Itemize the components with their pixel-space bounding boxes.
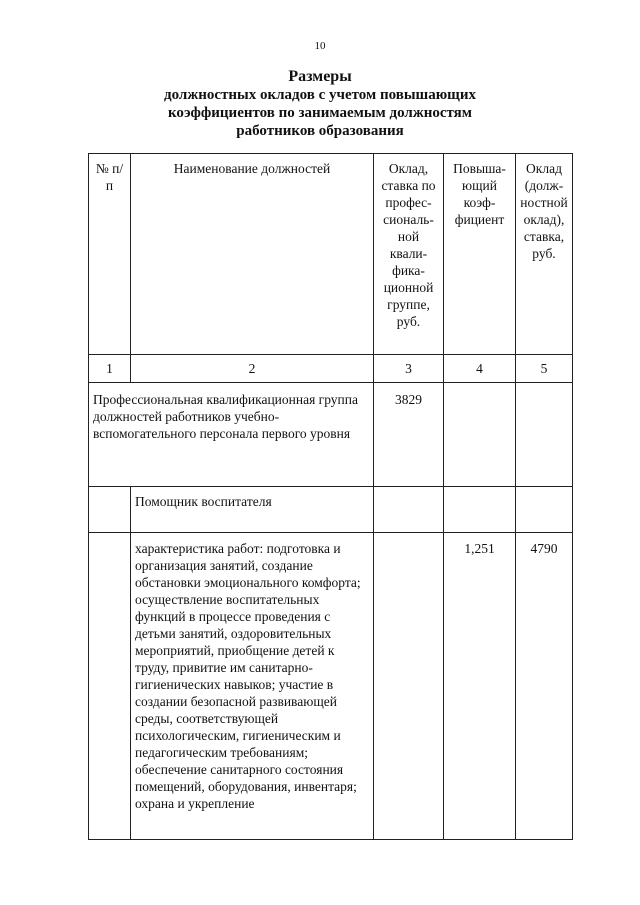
- position-salary-empty: [516, 487, 573, 533]
- position-rate-empty: [374, 487, 444, 533]
- column-number-4: 4: [444, 355, 516, 383]
- header-position-name: Наименование должностей: [131, 154, 374, 355]
- position-number-empty: [89, 487, 131, 533]
- header-number: № п/п: [89, 154, 131, 355]
- header-salary: Оклад (долж-ностной оклад), ставка, руб.: [516, 154, 573, 355]
- table-header-row: [89, 154, 573, 355]
- column-number-5: 5: [516, 355, 573, 383]
- document-title: [140, 68, 500, 140]
- group-salary-empty: [516, 383, 573, 487]
- table-row-group: [89, 383, 573, 487]
- description-salary: 4790: [516, 533, 573, 840]
- group-rate: 3829: [374, 383, 444, 487]
- header-base-rate: Оклад, ставка по профес-сиональ-ной квали-фика-ционной группе, руб.: [374, 154, 444, 355]
- table-row-description: [89, 533, 573, 840]
- column-number-2: 2: [131, 355, 374, 383]
- position-coefficient-empty: [444, 487, 516, 533]
- description-rate-empty: [374, 533, 444, 840]
- group-coefficient-empty: [444, 383, 516, 487]
- title-line-4: работников образования: [236, 123, 404, 139]
- work-description: характеристика работ: подготовка и организация занятий, создание обстановки эмоционального комфорта; осуществление воспитательных функций в процессе проведения с детьми занятий, оздоровительных мероприятий, приобщение детей к труду, привитие им санитарно-гигиенических навыков; участие в создании безопасной развивающей среды, соответствующей психологическим, гигиеническим и педагогическим требованиям; обеспечение санитарного состояния помещений, оборудования, инвентаря; охрана и укрепление: [131, 533, 374, 840]
- position-name: Помощник воспитателя: [131, 487, 374, 533]
- title-line-1: Размеры: [288, 68, 352, 85]
- title-line-2: должностных окладов с учетом повышающих: [164, 87, 476, 103]
- column-number-3: 3: [374, 355, 444, 383]
- description-coefficient: 1,251: [444, 533, 516, 840]
- page-number: 10: [314, 40, 326, 52]
- description-number-empty: [89, 533, 131, 840]
- table-row-position: [89, 487, 573, 533]
- group-name: Профессиональная квалификационная группа должностей работников учебно-вспомогательного персонала первого уровня: [89, 383, 374, 487]
- column-number-1: 1: [89, 355, 131, 383]
- header-coefficient: Повыша-ющий коэф-фициент: [444, 154, 516, 355]
- salary-table: [88, 153, 573, 840]
- column-number-row: [89, 355, 573, 383]
- title-line-3: коэффициентов по занимаемым должностям: [167, 105, 472, 121]
